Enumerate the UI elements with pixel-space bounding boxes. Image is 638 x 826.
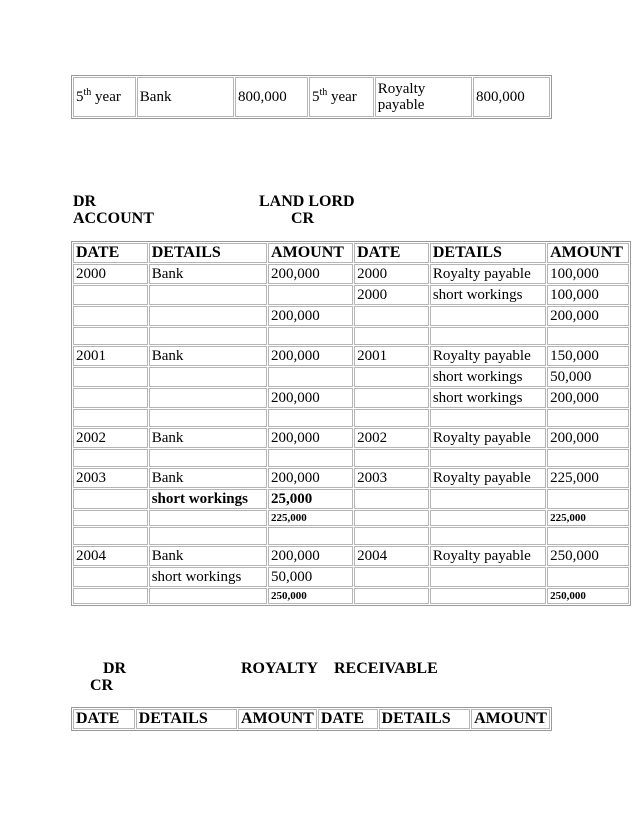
table-cell — [73, 588, 148, 604]
table-cell — [73, 327, 148, 345]
table-row — [73, 546, 629, 566]
table-cell — [149, 449, 267, 467]
royalty-title-part1: ROYALTY — [241, 660, 319, 677]
table-cell: Bank — [149, 428, 267, 448]
table-cell — [430, 527, 546, 545]
table-cell: Bank — [149, 468, 267, 488]
table-cell — [268, 449, 353, 467]
table-cell: 200,000 — [268, 468, 353, 488]
table-cell — [73, 527, 148, 545]
table-cell — [547, 527, 629, 545]
table-cell — [268, 285, 353, 305]
table-cell — [149, 285, 267, 305]
table-cell: 200,000 — [268, 388, 353, 408]
table-cell: 2000 — [354, 264, 429, 284]
table-cell: 2004 — [73, 546, 148, 566]
column-header: AMOUNT — [547, 243, 629, 263]
table-cell — [149, 367, 267, 387]
cr-details-cell: Royalty payable — [375, 77, 472, 117]
table-cell — [430, 409, 546, 427]
table-cell: 2003 — [354, 468, 429, 488]
table-row — [73, 567, 629, 587]
cr-amount-cell: 800,000 — [473, 77, 550, 117]
table-cell — [354, 327, 429, 345]
table-cell: 2004 — [354, 546, 429, 566]
table-cell — [73, 449, 148, 467]
table-cell: 150,000 — [547, 346, 629, 366]
table-cell: 200,000 — [547, 428, 629, 448]
table-cell: 25,000 — [268, 489, 353, 509]
column-header: AMOUNT — [268, 243, 353, 263]
top-ledger-table — [71, 75, 552, 119]
column-header: DETAILS — [379, 709, 471, 729]
table-cell: 200,000 — [547, 388, 629, 408]
table-cell — [430, 306, 546, 326]
column-header: DETAILS — [430, 243, 546, 263]
table-cell — [547, 327, 629, 345]
table-row — [73, 588, 629, 604]
table-cell: 100,000 — [547, 285, 629, 305]
table-cell: Royalty payable — [430, 546, 546, 566]
landlord-cr-label: CR — [291, 210, 315, 227]
table-cell: short workings — [149, 489, 267, 509]
table-cell: 200,000 — [268, 264, 353, 284]
column-header: DATE — [73, 709, 135, 729]
column-header: DATE — [318, 709, 378, 729]
column-header: AMOUNT — [471, 709, 550, 729]
table-cell — [149, 306, 267, 326]
table-cell: 225,000 — [268, 510, 353, 526]
table-cell — [73, 285, 148, 305]
table-row — [73, 388, 629, 408]
table-cell — [430, 588, 546, 604]
table-cell — [354, 489, 429, 509]
table-cell: 200,000 — [268, 306, 353, 326]
table-cell: Bank — [149, 546, 267, 566]
table-cell: 100,000 — [547, 264, 629, 284]
table-cell: 2003 — [73, 468, 148, 488]
dr-date-cell: 5th year — [73, 77, 136, 117]
table-cell — [547, 449, 629, 467]
table-cell — [430, 489, 546, 509]
table-cell: 2001 — [354, 346, 429, 366]
landlord-ledger-table — [71, 241, 631, 606]
table-header-row — [73, 243, 629, 263]
table-row — [73, 346, 629, 366]
table-row — [73, 510, 629, 526]
column-header: DETAILS — [149, 243, 267, 263]
table-cell — [354, 388, 429, 408]
dr-amount-cell: 800,000 — [235, 77, 308, 117]
table-cell: 2001 — [73, 346, 148, 366]
table-cell — [149, 327, 267, 345]
table-cell — [354, 367, 429, 387]
table-cell — [149, 588, 267, 604]
table-cell: short workings — [430, 388, 546, 408]
table-cell: Royalty payable — [430, 428, 546, 448]
table-cell — [547, 567, 629, 587]
table-cell — [73, 567, 148, 587]
table-cell: short workings — [430, 285, 546, 305]
column-header: DATE — [73, 243, 148, 263]
table-cell — [430, 449, 546, 467]
table-cell: 225,000 — [547, 468, 629, 488]
table-cell: 200,000 — [268, 346, 353, 366]
table-cell — [354, 527, 429, 545]
table-row — [73, 77, 550, 117]
column-header: AMOUNT — [238, 709, 317, 729]
table-cell — [547, 409, 629, 427]
table-row — [73, 409, 629, 427]
table-cell — [149, 388, 267, 408]
table-header-row — [73, 709, 550, 729]
table-cell — [73, 306, 148, 326]
table-cell — [268, 327, 353, 345]
table-cell: 2000 — [354, 285, 429, 305]
table-cell — [73, 409, 148, 427]
table-cell — [354, 510, 429, 526]
table-cell — [547, 489, 629, 509]
table-cell: 50,000 — [268, 567, 353, 587]
landlord-account-label: ACCOUNT — [73, 210, 154, 227]
table-row — [73, 327, 629, 345]
table-row — [73, 428, 629, 448]
table-cell — [73, 510, 148, 526]
table-cell — [73, 489, 148, 509]
table-cell: 2002 — [354, 428, 429, 448]
table-cell: 50,000 — [547, 367, 629, 387]
table-row — [73, 527, 629, 545]
table-cell: 200,000 — [547, 306, 629, 326]
table-cell: Royalty payable — [430, 468, 546, 488]
column-header: DETAILS — [136, 709, 237, 729]
table-cell: 250,000 — [547, 588, 629, 604]
table-row — [73, 264, 629, 284]
table-cell — [430, 327, 546, 345]
table-cell: short workings — [149, 567, 267, 587]
table-cell — [73, 367, 148, 387]
table-row — [73, 468, 629, 488]
table-row — [73, 285, 629, 305]
table-cell — [430, 510, 546, 526]
landlord-title: LAND LORD — [259, 193, 355, 210]
landlord-dr-label: DR — [73, 193, 97, 210]
table-cell — [149, 409, 267, 427]
table-cell — [73, 388, 148, 408]
table-row — [73, 449, 629, 467]
table-cell — [149, 510, 267, 526]
royalty-cr-label: CR — [90, 677, 114, 694]
table-cell: Bank — [149, 264, 267, 284]
table-cell: Bank — [149, 346, 267, 366]
table-cell: 200,000 — [268, 546, 353, 566]
royalty-receivable-table — [71, 707, 552, 731]
table-cell — [354, 449, 429, 467]
table-cell — [354, 409, 429, 427]
table-cell — [268, 527, 353, 545]
table-cell: short workings — [430, 367, 546, 387]
table-cell — [354, 588, 429, 604]
royalty-dr-label: DR — [103, 660, 127, 677]
table-cell — [268, 409, 353, 427]
table-cell — [354, 306, 429, 326]
cr-date-cell: 5th year — [309, 77, 374, 117]
table-cell: 2002 — [73, 428, 148, 448]
table-cell: 225,000 — [547, 510, 629, 526]
table-cell — [354, 567, 429, 587]
table-row — [73, 306, 629, 326]
table-cell — [268, 367, 353, 387]
dr-details-cell: Bank — [137, 77, 234, 117]
table-cell: 200,000 — [268, 428, 353, 448]
table-row — [73, 489, 629, 509]
table-cell: 250,000 — [547, 546, 629, 566]
table-cell — [149, 527, 267, 545]
table-cell: 250,000 — [268, 588, 353, 604]
table-cell: 2000 — [73, 264, 148, 284]
royalty-title-part2: RECEIVABLE — [334, 660, 438, 677]
table-cell — [430, 567, 546, 587]
table-cell: Royalty payable — [430, 264, 546, 284]
table-row — [73, 367, 629, 387]
table-cell: Royalty payable — [430, 346, 546, 366]
column-header: DATE — [354, 243, 429, 263]
